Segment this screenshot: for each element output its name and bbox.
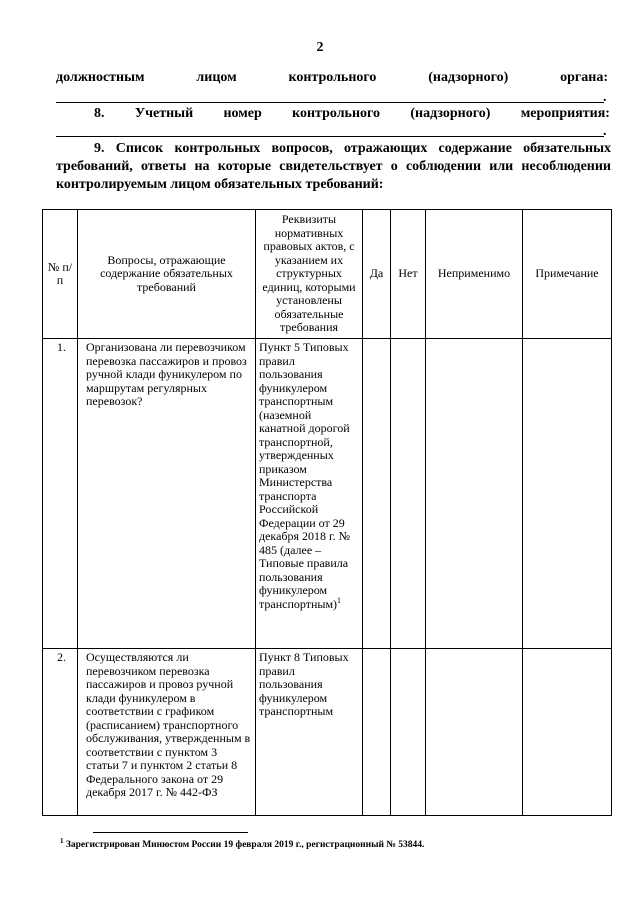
word: контрольного (292, 106, 381, 121)
note-cell[interactable] (523, 649, 612, 816)
footnote-text: Зарегистрирован Минюстом России 19 февраля 2019 г., регистрационный № 53844. (63, 840, 425, 850)
row-number: 2. (43, 649, 78, 816)
row-requisites (256, 649, 363, 816)
yes-cell[interactable] (363, 649, 391, 816)
header-not-applicable: Неприменимо (426, 210, 523, 339)
header-question: Вопросы, отражающие содержание обязательных требований (78, 210, 256, 339)
word: должностным (56, 70, 145, 85)
checklist-table (42, 209, 612, 816)
word: мероприятия: (520, 106, 610, 121)
no-cell[interactable] (391, 339, 426, 649)
row-requisites (256, 339, 363, 649)
table-row (43, 649, 612, 816)
row-number: 1. (43, 339, 78, 649)
record-number-line (94, 106, 610, 122)
header-note: Примечание (523, 210, 612, 339)
yes-cell[interactable] (363, 339, 391, 649)
checklist-intro-paragraph: 9. Список контрольных вопросов, отражающих содержание обязательных требований, ответы на которые свидетельствует о соблюдении или несоблюдении контролируемым лицом обязательных требований: (56, 141, 611, 192)
requisites-text: Пункт 5 Типовых правил пользования фуникулером транспортным (наземной канатной дорогой транспортной, утвержденных приказом Министерства транспорта Российской Федерации от 29 декабря 2018 г. № 485 (далее – Типовые правила пользования фуникулером транспортным) (259, 340, 351, 611)
word: лицом (196, 70, 237, 85)
note-cell[interactable] (523, 339, 612, 649)
not-applicable-cell[interactable] (426, 339, 523, 649)
table-header-row (43, 210, 612, 339)
requisites-text: Пункт 8 Типовых правил пользования фуникулером транспортным (259, 650, 349, 718)
word: Учетный (134, 106, 194, 121)
word: контрольного (288, 70, 377, 85)
officer-line (56, 70, 608, 86)
header-no: Нет (391, 210, 426, 339)
word: (надзорного) (410, 106, 491, 121)
header-requisites: Реквизиты нормативных правовых актов, с указанием их структурных единиц, которыми установлены обязательные требования (256, 210, 363, 339)
footnote-marker: 1 (60, 836, 64, 845)
line-end-dot: . (603, 90, 607, 105)
table-row (43, 339, 612, 649)
word: номер (223, 106, 262, 121)
not-applicable-cell[interactable] (426, 649, 523, 816)
line-end-dot: . (603, 124, 607, 139)
word: (надзорного) (428, 70, 509, 85)
word: органа: (560, 70, 608, 85)
item-number: 8. (94, 106, 105, 121)
fill-line (56, 136, 604, 137)
no-cell[interactable] (391, 649, 426, 816)
header-yes: Да (363, 210, 391, 339)
page-number: 2 (316, 40, 324, 55)
footnote-ref: 1 (337, 595, 342, 605)
row-question: Организована ли перевозчиком перевозка пассажиров и провоз ручной клади фуникулером по маршрутам регулярных перевозок? (78, 339, 256, 649)
footnote-separator (93, 832, 248, 833)
header-number: № п/п (43, 210, 78, 339)
footnote (60, 836, 425, 850)
fill-line (56, 102, 604, 103)
row-question: Осуществляются ли перевозчиком перевозка пассажиров и провоз ручной клади фуникулером в соответствии с графиком (расписанием) транспортного обслуживания, утвержденным в соответствии с пунктом 3 статьи 7 и пунктом 2 статьи 8 Федерального закона от 29 декабря 2017 г. № 442-ФЗ (78, 649, 256, 816)
